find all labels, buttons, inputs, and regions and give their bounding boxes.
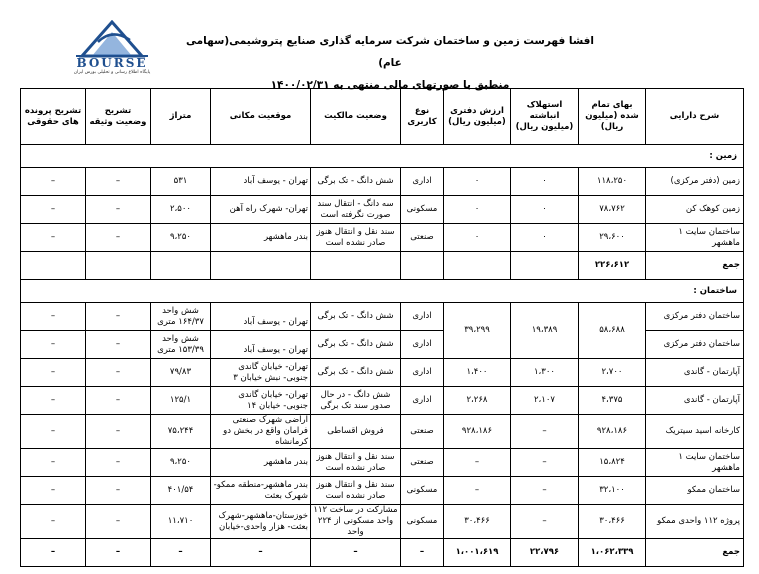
cell-depreciation: ۰: [511, 224, 579, 252]
header-cell: شرح دارایی: [646, 89, 744, 145]
cell-depreciation: ۱۹،۳۸۹: [511, 303, 579, 359]
cell-description: ساختمان دفتر مرکزی: [646, 303, 744, 331]
table-row: [21, 477, 744, 505]
cell-ownership: مشارکت در ساخت ۱۱۲ واحد مسکونی از ۲۲۴ واحد: [311, 505, 401, 539]
cell-book-value: –: [444, 449, 511, 477]
cell-location: تهران - یوسف آباد: [211, 331, 311, 359]
header-cell: تشریح وضعیت وثیقه: [86, 89, 151, 145]
cell-location: تهران- شهرک راه آهن: [211, 196, 311, 224]
cell-area: شش واحد ۱۵۳/۳۹ متری: [151, 331, 211, 359]
table-row: [21, 359, 744, 387]
cell-ownership: سند نقل و انتقال هنوز صادر نشده است: [311, 224, 401, 252]
cell-usage: صنعتی: [401, 415, 444, 449]
cell-location: بندر ماهشهر: [211, 224, 311, 252]
cell-usage: اداری: [401, 331, 444, 359]
table-row: [21, 387, 744, 415]
cell-area: ۹،۲۵۰: [151, 449, 211, 477]
cell-usage: صنعتی: [401, 224, 444, 252]
cell-cost: ۵۸،۶۸۸: [579, 303, 646, 359]
asset-table: [20, 88, 744, 567]
cell-collateral: –: [86, 449, 151, 477]
cell-book-value: ۳۹،۲۹۹: [444, 303, 511, 359]
land-total-cost: ۲۲۶،۶۱۲: [579, 252, 646, 280]
cell-legal: –: [21, 331, 86, 359]
header-cell: نوع کاربری: [401, 89, 444, 145]
cell-ownership: شش دانگ - تک برگی: [311, 359, 401, 387]
cell-collateral: –: [86, 415, 151, 449]
cell-depreciation: ۰: [511, 168, 579, 196]
logo-mark-icon: [58, 20, 166, 60]
cell-description: پروژه ۱۱۲ واحدی ممکو: [646, 505, 744, 539]
cell-collateral: –: [86, 359, 151, 387]
table-row: [21, 303, 744, 331]
section-row-building: [21, 280, 744, 303]
cell-book-value: ۰: [444, 224, 511, 252]
cell-legal: –: [21, 168, 86, 196]
cell-book-value: ۳۰،۴۶۶: [444, 505, 511, 539]
cell-collateral: –: [86, 168, 151, 196]
cell-area: ۵۳۱: [151, 168, 211, 196]
cell-area: ۴۰۱/۵۴: [151, 477, 211, 505]
building-total-cost: ۱،۰۶۲،۳۳۹: [579, 539, 646, 567]
cell-depreciation: –: [511, 505, 579, 539]
cell-cost: ۱۱۸،۲۵۰: [579, 168, 646, 196]
cell-ownership: شش دانگ - تک برگی: [311, 303, 401, 331]
cell-area: ۹،۲۵۰: [151, 224, 211, 252]
cell-location: تهران- خیابان گاندی جنوبی- نبش خیابان ۳: [211, 359, 311, 387]
total-cell: –: [311, 539, 401, 567]
logo-brand-text: BOURSE: [76, 56, 148, 70]
cell-usage: اداری: [401, 303, 444, 331]
cell-usage: صنعتی: [401, 449, 444, 477]
cell-location: تهران- خیابان گاندی جنوبی- خیابان ۱۴: [211, 387, 311, 415]
section-label-land: زمین :: [21, 145, 744, 168]
cell-area: ۲،۵۰۰: [151, 196, 211, 224]
cell-ownership: سند نقل و انتقال هنوز صادر نشده است: [311, 449, 401, 477]
cell-usage: مسکونی: [401, 505, 444, 539]
table-row: [21, 224, 744, 252]
cell-description: آپارتمان - گاندی: [646, 359, 744, 387]
table-row: [21, 196, 744, 224]
header-cell: استهلاک انباشته (میلیون ریال): [511, 89, 579, 145]
cell-usage: مسکونی: [401, 196, 444, 224]
cell-cost: ۷۸،۷۶۲: [579, 196, 646, 224]
cell-collateral: –: [86, 224, 151, 252]
cell-depreciation: ۱،۳۰۰: [511, 359, 579, 387]
total-cell: –: [211, 539, 311, 567]
header-cell: وضعیت مالکیت: [311, 89, 401, 145]
cell-book-value: ۰: [444, 196, 511, 224]
total-cell: –: [86, 539, 151, 567]
cell-cost: ۲۹،۶۰۰: [579, 224, 646, 252]
header-cell: متراژ: [151, 89, 211, 145]
cell-cost: ۱۵،۸۲۴: [579, 449, 646, 477]
cell-collateral: –: [86, 505, 151, 539]
cell-area: ۷۹/۸۳: [151, 359, 211, 387]
total-label: جمع: [646, 252, 744, 280]
cell-description: زمین (دفتر مرکزی): [646, 168, 744, 196]
cell-description: زمین کوهک کن: [646, 196, 744, 224]
cell-book-value: –: [444, 477, 511, 505]
land-total-row: [21, 252, 744, 280]
cell-ownership: شش دانگ - تک برگی: [311, 331, 401, 359]
cell-cost: ۴،۳۷۵: [579, 387, 646, 415]
cell-description: آپارتمان - گاندی: [646, 387, 744, 415]
cell-legal: –: [21, 415, 86, 449]
cell-usage: اداری: [401, 387, 444, 415]
cell-collateral: –: [86, 387, 151, 415]
cell-usage: مسکونی: [401, 477, 444, 505]
cell-collateral: –: [86, 196, 151, 224]
cell-legal: –: [21, 196, 86, 224]
cell-depreciation: –: [511, 477, 579, 505]
cell-cost: ۳۲،۱۰۰: [579, 477, 646, 505]
building-total-book-value: ۱،۰۰۱،۶۱۹: [444, 539, 511, 567]
cell-legal: –: [21, 359, 86, 387]
cell-cost: ۲،۷۰۰: [579, 359, 646, 387]
cell-description: ساختمان سایت ۱ ماهشهر: [646, 224, 744, 252]
logo-tagline: پایگاه اطلاع رسانی و تحلیلی بورس ایران: [73, 70, 151, 75]
cell-legal: –: [21, 224, 86, 252]
header-row: [21, 89, 744, 145]
cell-ownership: سه دانگ - انتقال سند صورت نگرفته است: [311, 196, 401, 224]
cell-depreciation: ۰: [511, 196, 579, 224]
table-row: [21, 505, 744, 539]
header-cell: موقعیت مکانی: [211, 89, 311, 145]
cell-ownership: سند نقل و انتقال هنوز صادر نشده است: [311, 477, 401, 505]
cell-book-value: ۹۲۸،۱۸۶: [444, 415, 511, 449]
cell-ownership: شش دانگ - تک برگی: [311, 168, 401, 196]
cell-book-value: ۰: [444, 168, 511, 196]
header-cell: بهای تمام شده (میلیون ریال): [579, 89, 646, 145]
total-cell: –: [151, 539, 211, 567]
total-cell: –: [21, 539, 86, 567]
cell-description: ساختمان ممکو: [646, 477, 744, 505]
cell-legal: –: [21, 505, 86, 539]
cell-legal: –: [21, 449, 86, 477]
cell-location: بندر ماهشهر-منطقه ممکو-شهرک بعثت: [211, 477, 311, 505]
cell-collateral: –: [86, 331, 151, 359]
table-row: [21, 415, 744, 449]
cell-usage: اداری: [401, 359, 444, 387]
cell-legal: –: [21, 387, 86, 415]
cell-area: ۷۵،۲۴۴: [151, 415, 211, 449]
table-row: [21, 449, 744, 477]
cell-legal: –: [21, 477, 86, 505]
building-total-row: [21, 539, 744, 567]
cell-description: کارخانه اسید سیتریک: [646, 415, 744, 449]
cell-location: تهران - یوسف آباد: [211, 168, 311, 196]
cell-cost: ۹۲۸،۱۸۶: [579, 415, 646, 449]
building-total-depreciation: ۲۲،۷۹۶: [511, 539, 579, 567]
cell-ownership: فروش اقساطی: [311, 415, 401, 449]
cell-collateral: –: [86, 303, 151, 331]
cell-depreciation: –: [511, 449, 579, 477]
cell-location: اراضی شهرک صنعتی فرامان واقع در بخش دو کرمانشاه: [211, 415, 311, 449]
total-cell: –: [401, 539, 444, 567]
cell-area: شش واحد ۱۶۴/۳۷ متری: [151, 303, 211, 331]
cell-location: خوزستان-ماهشهر-شهرک بعثت- هزار واحدی-خیابان: [211, 505, 311, 539]
header-cell: ارزش دفتری (میلیون ریال): [444, 89, 511, 145]
header-cell: تشریح پرونده های حقوقی: [21, 89, 86, 145]
cell-area: ۱۲۵/۱: [151, 387, 211, 415]
cell-location: بندر ماهشهر: [211, 449, 311, 477]
cell-description: ساختمان سایت ۱ ماهشهر: [646, 449, 744, 477]
cell-ownership: شش دانگ - در حال صدور سند تک برگی: [311, 387, 401, 415]
title-line-1: افشا فهرست زمین و ساختمان شرکت سرمایه گذاری صنایع پتروشیمی(سهامی عام): [186, 35, 594, 69]
page-title: [180, 30, 600, 96]
cell-collateral: –: [86, 477, 151, 505]
cell-cost: ۳۰،۴۶۶: [579, 505, 646, 539]
cell-depreciation: ۲،۱۰۷: [511, 387, 579, 415]
cell-legal: –: [21, 303, 86, 331]
cell-book-value: ۱،۴۰۰: [444, 359, 511, 387]
section-row-land: [21, 145, 744, 168]
cell-usage: اداری: [401, 168, 444, 196]
cell-depreciation: –: [511, 415, 579, 449]
cell-location: تهران - یوسف آباد: [211, 303, 311, 331]
total-label: جمع: [646, 539, 744, 567]
cell-description: ساختمان دفتر مرکزی: [646, 331, 744, 359]
table-row: [21, 168, 744, 196]
section-label-building: ساختمان :: [21, 280, 744, 303]
cell-book-value: ۲،۲۶۸: [444, 387, 511, 415]
cell-area: ۱۱،۷۱۰: [151, 505, 211, 539]
title-line-2: منطبق با صورتهای مالی منتهی به ۱۴۰۰/۰۲/۳۱: [270, 79, 510, 91]
bourse-logo: [58, 20, 166, 78]
